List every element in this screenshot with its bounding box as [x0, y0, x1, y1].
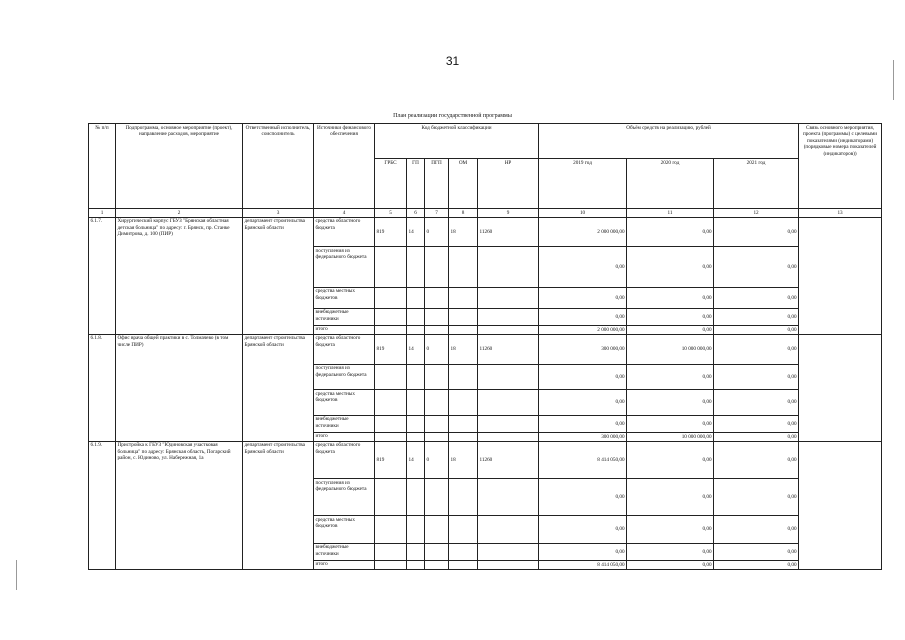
empty-code-cell	[425, 325, 449, 334]
empty-code-cell	[375, 287, 407, 308]
budget-code-gp: 14	[407, 441, 425, 478]
column-number: 5	[375, 209, 407, 218]
header-pgp: ПГП	[425, 159, 449, 209]
column-number: 7	[425, 209, 449, 218]
source-label: итого	[314, 325, 375, 334]
source-label: внебюджетные источники	[314, 543, 375, 560]
amount-cell: 0,00	[627, 364, 714, 390]
amount-cell: 0,00	[627, 543, 714, 560]
empty-code-cell	[449, 390, 478, 416]
empty-code-cell	[449, 247, 478, 287]
empty-code-cell	[425, 543, 449, 560]
item-executor: департамент строительства Брянской области	[243, 334, 314, 441]
header-2021: 2021 год	[714, 159, 799, 209]
item-executor: департамент строительства Брянской области	[243, 441, 314, 569]
empty-code-cell	[407, 308, 425, 325]
item-name: Пристройка к ГБУЗ "Юдиновская участковая больница" по адресу: Брянская область, Погарский район, с. Юдиново, ул. Набережная, 1а	[116, 441, 243, 569]
amount-cell: 0,00	[539, 516, 627, 544]
empty-code-cell	[425, 560, 449, 569]
table-row	[89, 217, 882, 247]
amount-cell: 10 000 000,00	[627, 334, 714, 364]
budget-code-nr: 11260	[478, 334, 539, 364]
budget-code-om: 18	[449, 334, 478, 364]
empty-code-cell	[449, 432, 478, 441]
amount-cell: 0,00	[627, 308, 714, 325]
amount-cell: 2 000 000,00	[539, 325, 627, 334]
empty-code-cell	[375, 516, 407, 544]
item-name: Хирургический корпус ГБУЗ "Брянская областная детская больница" по адресу: г. Брянск, пр. Станке Димитрова, д. 100 (ПИР)	[116, 217, 243, 334]
empty-code-cell	[407, 479, 425, 516]
header-2019: 2019 год	[539, 159, 627, 209]
empty-code-cell	[478, 390, 539, 416]
empty-code-cell	[375, 432, 407, 441]
amount-cell: 0,00	[627, 217, 714, 247]
empty-code-cell	[449, 287, 478, 308]
source-label: средства местных бюджетов	[314, 390, 375, 416]
budget-code-nr: 11260	[478, 217, 539, 247]
link-cell	[799, 334, 882, 441]
empty-code-cell	[407, 287, 425, 308]
amount-cell: 0,00	[714, 247, 799, 287]
empty-code-cell	[478, 364, 539, 390]
header-gp: ГП	[407, 159, 425, 209]
amount-cell: 0,00	[627, 390, 714, 416]
table-row	[89, 441, 882, 478]
amount-cell: 0,00	[627, 247, 714, 287]
amount-cell: 0,00	[714, 479, 799, 516]
empty-code-cell	[478, 432, 539, 441]
header-executor: Ответственный исполнитель, соисполнитель	[243, 124, 314, 209]
empty-code-cell	[425, 516, 449, 544]
column-number: 9	[478, 209, 539, 218]
amount-cell: 300 000,00	[539, 432, 627, 441]
empty-code-cell	[375, 560, 407, 569]
budget-code-om: 18	[449, 217, 478, 247]
source-label: средства областного бюджета	[314, 334, 375, 364]
scan-edge-mark	[893, 60, 894, 100]
empty-code-cell	[449, 308, 478, 325]
empty-code-cell	[407, 432, 425, 441]
column-number: 6	[407, 209, 425, 218]
amount-cell: 2 000 000,00	[539, 217, 627, 247]
amount-cell: 0,00	[714, 287, 799, 308]
item-number: 6.1.7.	[89, 217, 116, 334]
amount-cell: 0,00	[539, 415, 627, 432]
amount-cell: 0,00	[714, 308, 799, 325]
source-label: средства областного бюджета	[314, 441, 375, 478]
amount-cell: 8 414 050,00	[539, 560, 627, 569]
source-label: поступления из федерального бюджета	[314, 247, 375, 287]
source-label: поступления из федерального бюджета	[314, 479, 375, 516]
item-name: Офис врача общей практики в с. Толмачево (в том числе ПИР)	[116, 334, 243, 441]
budget-code-gp: 14	[407, 334, 425, 364]
amount-cell: 0,00	[714, 415, 799, 432]
empty-code-cell	[425, 364, 449, 390]
column-number: 3	[243, 209, 314, 218]
empty-code-cell	[407, 364, 425, 390]
header-subprogram: Подпрограмма, основное мероприятие (проект), направление расходов, мероприятие	[116, 124, 243, 209]
source-label: средства местных бюджетов	[314, 287, 375, 308]
amount-cell: 0,00	[714, 516, 799, 544]
empty-code-cell	[407, 516, 425, 544]
amount-cell: 0,00	[714, 390, 799, 416]
amount-cell: 0,00	[627, 441, 714, 478]
empty-code-cell	[478, 560, 539, 569]
header-link: Связь основного мероприятия, проекта (программы) с целевыми показателями (индикаторами) (порядковые номера показателей (индикаторов))	[799, 124, 882, 209]
plan-table	[88, 123, 882, 570]
empty-code-cell	[478, 287, 539, 308]
column-number: 11	[627, 209, 714, 218]
amount-cell: 0,00	[714, 334, 799, 364]
amount-cell: 0,00	[539, 308, 627, 325]
item-number: 6.1.9.	[89, 441, 116, 569]
source-label: внебюджетные источники	[314, 415, 375, 432]
header-2020: 2020 год	[627, 159, 714, 209]
empty-code-cell	[425, 308, 449, 325]
column-number: 12	[714, 209, 799, 218]
scan-edge-mark	[16, 560, 17, 590]
column-number-row	[89, 209, 882, 218]
amount-cell: 10 000 000,00	[627, 432, 714, 441]
empty-code-cell	[375, 543, 407, 560]
empty-code-cell	[449, 415, 478, 432]
empty-code-cell	[449, 560, 478, 569]
empty-code-cell	[375, 247, 407, 287]
source-label: внебюджетные источники	[314, 308, 375, 325]
link-cell	[799, 441, 882, 569]
empty-code-cell	[425, 432, 449, 441]
budget-code-pgp: 0	[425, 334, 449, 364]
empty-code-cell	[478, 308, 539, 325]
column-number: 13	[799, 209, 882, 218]
empty-code-cell	[478, 479, 539, 516]
header-nr: НР	[478, 159, 539, 209]
budget-code-pgp: 0	[425, 441, 449, 478]
column-number: 2	[116, 209, 243, 218]
empty-code-cell	[425, 287, 449, 308]
empty-code-cell	[375, 390, 407, 416]
budget-code-grbs: 819	[375, 334, 407, 364]
source-label: итого	[314, 432, 375, 441]
amount-cell: 0,00	[539, 364, 627, 390]
amount-cell: 0,00	[539, 390, 627, 416]
empty-code-cell	[449, 543, 478, 560]
empty-code-cell	[478, 516, 539, 544]
amount-cell: 0,00	[714, 364, 799, 390]
amount-cell: 0,00	[539, 247, 627, 287]
amount-cell: 0,00	[714, 543, 799, 560]
budget-code-grbs: 819	[375, 441, 407, 478]
empty-code-cell	[449, 516, 478, 544]
column-number: 8	[449, 209, 478, 218]
header-grbs: ГРБС	[375, 159, 407, 209]
empty-code-cell	[478, 247, 539, 287]
header-om: ОМ	[449, 159, 478, 209]
source-label: итого	[314, 560, 375, 569]
empty-code-cell	[425, 247, 449, 287]
empty-code-cell	[375, 364, 407, 390]
page-number: 31	[445, 54, 460, 68]
budget-code-nr: 11260	[478, 441, 539, 478]
amount-cell: 0,00	[627, 479, 714, 516]
amount-cell: 0,00	[627, 287, 714, 308]
empty-code-cell	[425, 390, 449, 416]
empty-code-cell	[407, 560, 425, 569]
empty-code-cell	[407, 415, 425, 432]
budget-code-pgp: 0	[425, 217, 449, 247]
source-label: средства местных бюджетов	[314, 516, 375, 544]
empty-code-cell	[449, 479, 478, 516]
header-num: № п/п	[89, 124, 116, 209]
budget-code-grbs: 819	[375, 217, 407, 247]
empty-code-cell	[375, 415, 407, 432]
amount-cell: 0,00	[627, 415, 714, 432]
empty-code-cell	[449, 325, 478, 334]
document-title: План реализации государственной программы	[393, 113, 512, 119]
empty-code-cell	[449, 364, 478, 390]
link-cell	[799, 217, 882, 334]
amount-cell: 0,00	[539, 287, 627, 308]
plan-table-wrapper	[88, 123, 877, 570]
amount-cell: 8 414 050,00	[539, 441, 627, 478]
budget-code-gp: 14	[407, 217, 425, 247]
empty-code-cell	[407, 325, 425, 334]
empty-code-cell	[425, 415, 449, 432]
amount-cell: 0,00	[714, 325, 799, 334]
amount-cell: 300 000,00	[539, 334, 627, 364]
empty-code-cell	[425, 479, 449, 516]
amount-cell: 0,00	[714, 560, 799, 569]
amount-cell: 0,00	[539, 543, 627, 560]
column-number: 1	[89, 209, 116, 218]
amount-cell: 0,00	[539, 479, 627, 516]
empty-code-cell	[375, 308, 407, 325]
empty-code-cell	[407, 543, 425, 560]
item-executor: департамент строительства Брянской области	[243, 217, 314, 334]
amount-cell: 0,00	[627, 516, 714, 544]
amount-cell: 0,00	[714, 217, 799, 247]
empty-code-cell	[375, 325, 407, 334]
column-number: 10	[539, 209, 627, 218]
header-budget-code: Код бюджетной классификации	[375, 124, 539, 159]
amount-cell: 0,00	[627, 560, 714, 569]
source-label: средства областного бюджета	[314, 217, 375, 247]
empty-code-cell	[478, 415, 539, 432]
item-number: 6.1.8.	[89, 334, 116, 441]
source-label: поступления из федерального бюджета	[314, 364, 375, 390]
amount-cell: 0,00	[714, 441, 799, 478]
amount-cell: 0,00	[627, 325, 714, 334]
amount-cell: 0,00	[714, 432, 799, 441]
column-number: 4	[314, 209, 375, 218]
header-sources: Источники финансового обеспечения	[314, 124, 375, 209]
table-row	[89, 334, 882, 364]
empty-code-cell	[407, 247, 425, 287]
empty-code-cell	[478, 325, 539, 334]
plan-table-body	[89, 217, 882, 570]
budget-code-om: 18	[449, 441, 478, 478]
empty-code-cell	[375, 479, 407, 516]
empty-code-cell	[478, 543, 539, 560]
header-volume: Объём средств на реализацию, рублей	[539, 124, 799, 159]
empty-code-cell	[407, 390, 425, 416]
